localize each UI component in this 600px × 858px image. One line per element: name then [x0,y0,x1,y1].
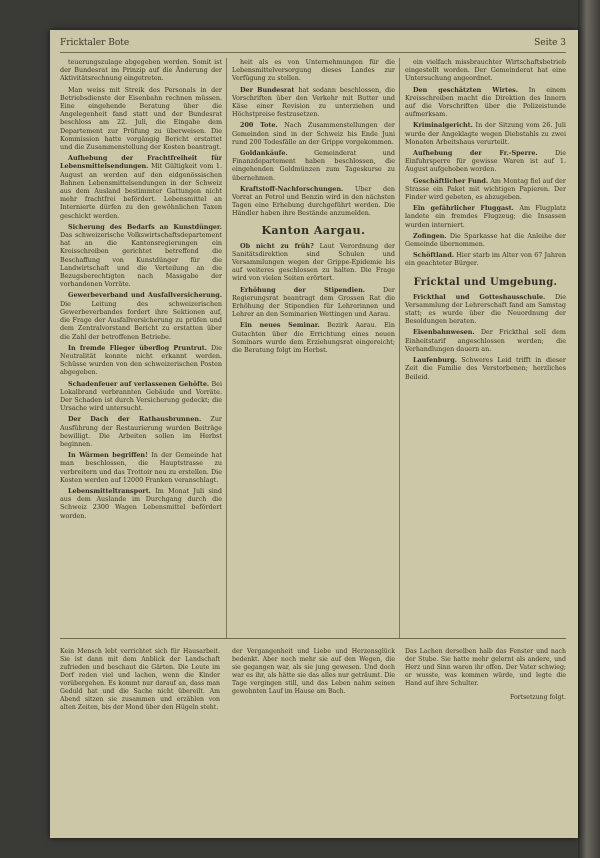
article-paragraph [232,58,395,83]
article-headline: Sicherung des Bedarfs an Kunstdünger. [68,222,222,231]
article-body: Laut Verordnung der Sanitätsdirektion sind Schulen und Versammlungen wegen der Grippe-Epidemie bis auf weiteres geschlossen zu halten. Die Frage wird von vielen Seiten erörtert. [232,241,395,283]
article-body: Die Einfuhrsperre für gewisse Waren ist auf 1. August aufgehoben worden. [405,149,566,174]
article-paragraph [232,86,395,119]
article-body: Nach Zusammenstellungen der Gemeinden sind in der Schweiz bis Ende Juni rund 200 Todesfälle an der Grippe vorgekommen. [232,121,395,146]
article-body: Der Regierungsrat beantragt dem Grossen Rat die Erhöhung der Stipendien für Lehrerinnen und Lehrer an den Seminarien Wettingen und Aarau. [232,285,395,319]
article-body: Uber den Vorrat an Petrol und Benzin wird in den nächsten Tagen eine Erhebung durchgeführt werden. Die Händler haben ihre Bestände anzumelden. [232,184,395,218]
article-headline: Aufhebung der Frachtfreiheit für Lebensmittelsendungen. [60,154,222,171]
article-body: Am Flugplatz landete ein fremdes Flugzeug; die Insassen wurden interniert. [405,204,566,229]
article-paragraph [60,291,222,340]
article-paragraph [60,344,222,377]
article-paragraph [405,251,566,267]
column-left [60,58,222,638]
article-body: Hier starb im Alter von 67 Jahren ein geachteter Bürger. [405,251,566,268]
article-headline: Ob nicht zu früh? [240,241,314,250]
article-body: ein vielfach missbrauchter Wirtschaftsbetrieb eingestellt worden. Der Gemeinderat hat eine Untersuchung angeordnet. [405,58,566,83]
article-headline: In Wärmen begriffen! [68,451,148,460]
article-headline: Goldankäufe. [240,149,288,158]
newspaper-page [50,30,578,838]
article-body: Die Leitung des schweizerischen Gewerbeverbandes fordert ihre Sektionen auf, die Frage der Ausfallversicherung zu prüfen und dem Zentralvorstand Bericht zu erstatten über die Zahl der betroffenen Betriebe. [60,299,222,341]
article-paragraph [232,286,395,319]
article-paragraph [405,58,566,83]
column-middle [232,58,395,638]
section-heading: Fricktal und Umgebung. [413,276,558,288]
feuilleton-rule [60,638,566,639]
article-body: Im Monat Juli sind aus dem Auslande im Durchgang durch die Schweiz 2300 Wagen Lebensmittel befördert worden. [60,486,222,520]
column-right [405,58,566,638]
article-paragraph [405,149,566,174]
article-body: hat sodann beschlossen, die Vorschriften über den Verkehr mit Butter und Käse einer Revision zu unterziehen und Höchstpreise festzusetzen. [232,85,395,119]
article-paragraph [60,223,222,289]
article-headline: Lebensmitteltransport. [68,486,151,495]
book-binding [578,0,600,858]
article-paragraph [405,86,566,119]
article-body: Der Frickthal soll dem Einheitstarif angeschlossen werden; die Verhandlungen dauern an. [405,328,566,353]
feuilleton-text: der Vergangenheit und Liebe und Herzensglück bedenkt. Aber noch mehr sie auf den Wegen, die sie gegangen war, als sie jung gewesen. Und doch war es ihr, als hätte sie das alles nur geträumt. Die Tage vergingen still, und das Leben nahm seinen gewohnten Lauf im Hause am Bach. [232,648,395,696]
feuilleton-middle [232,642,395,830]
article-paragraph [405,121,566,146]
article-body: In der Gemeinde hat man beschlossen, die Hauptstrasse zu verbreitern und das Trottoir neu zu erstellen. Die Kosten werden auf 12000 Franken veranschlagt. [60,451,222,484]
article-headline: In fremde Flieger überflog Pruntrut. [68,343,207,352]
article-body: Die Versammlung der Lehrerschaft fand am Samstag statt; es wurde über die Neuordnung der Besoldungen beraten. [405,292,566,326]
article-body: Gemeinderat und Finanzdepartement haben beschlossen, die eingehenden Goldmünzen zum Tageskurse zu übernehmen. [232,149,395,182]
article-body: Man weiss mit Streik des Personals in der Betriebsdienste der Eisenbahn rechnen müssen. Eine eingehende Beratung über die Angelegenheit fand statt und der Bundesrat beschloss am 22. Juli, die Eingabe dem Departement zur Prüfung zu überweisen. Die Kommission hatte vorgängig Bericht erstattet und die Zusammenstellung der Kosten beantragt. [60,85,222,152]
article-headline: Der Bundesrat [240,85,295,94]
feuilleton-text: Kein Mensch lebt verrichtet sich für Hausarbeit. Sie ist dann mit dem Anblick der Landschaft zufrieden und beschaut die Gärten. Die Leute im Dorf reden viel und lachen, wenn die Kinder vorübergehen. Es kommt nur darauf an, dass man Geduld hat und die Sache nicht übereilt. Am Abend sitzen sie zusammen und erzählen von alten Zeiten, bis der Mond über den Hügeln steht. [60,648,220,712]
section-heading: Kanton Aargau. [261,223,366,237]
article-paragraph [60,154,222,220]
article-headline: Kriminalgericht. [413,121,473,130]
article-body: Das schweizerische Volkswirtschaftsdepartement hat an die Kantonsregierungen ein Kreisschreiben gerichtet betreffend die Beschaffung von Kunstdünger für die Landwirtschaft und die Verteilung an die Bezugsberechtigten nach Massgabe der vorhandenen Vorräte. [60,231,222,289]
article-paragraph [60,380,222,413]
article-headline: Eisenbahnwesen. [413,328,475,337]
column-rule [399,58,400,638]
article-headline: Zofingen. [413,231,447,240]
feuilleton-left [60,642,220,830]
article-paragraph [60,451,222,484]
article-headline: Kraftstoff-Nachforschungen. [240,184,344,193]
article-paragraph [60,487,222,520]
article-paragraph [232,149,395,182]
article-paragraph [60,86,222,152]
page-header [60,34,566,53]
article-paragraph [405,232,566,248]
article-headline: Aufhebung der Fr.-Sperre. [413,149,538,158]
header-right: Seite 3 [534,38,566,48]
continuation-note: Fortsetzung folgt. [509,694,566,702]
column-rule [226,58,227,638]
article-body: Schweres Leid trifft in dieser Zeit die Familie des Verstorbenen; herzliches Beileid. [405,356,566,381]
article-paragraph [232,121,395,146]
article-paragraph [232,242,395,283]
article-paragraph [405,177,566,202]
article-body: Die Sparkasse hat die Anleihe der Gemeinde übernommen. [405,231,566,249]
article-headline: Ein gefährlicher Fluggast. [413,204,514,213]
article-headline: Geschäftlicher Fund. [413,176,489,185]
article-paragraph [405,293,566,326]
article-paragraph [232,185,395,218]
article-headline: Frickthal und Gotteshausschule. [413,292,546,301]
article-headline: Schöftland. [413,251,455,260]
article-paragraph [60,58,222,83]
article-headline: Der Dach der Rathausbrunnen. [68,415,202,424]
article-headline: Gewerbeverband und Ausfallversicherung. [68,291,222,300]
article-headline: Erhöhung der Stipendien. [240,285,365,294]
article-paragraph [405,204,566,229]
article-headline: Ein neues Seminar. [240,321,320,330]
feuilleton-right [405,642,566,830]
article-body: Mit Gültigkeit vom 1. August an werden auf den eidgenössischen Bahnen Lebensmittelsendungen in der Schweiz aus dem Ausland bestimmter Gattungen nicht mehr frachtfrei befördert. Lebensmittel an Internierte dürfen zu den gewöhnlichen Taxen geschickt werden. [60,162,222,220]
article-body: Die Neutralität konnte nicht erkannt werden. Schüsse wurden von den schweizerischen Posten abgegeben. [60,343,222,377]
article-headline: Laufenburg. [413,356,457,365]
article-body: Am Montag fiel auf der Strasse ein Paket mit wichtigen Papieren. Der Finder wird gebeten, es abzugeben. [405,176,566,202]
article-body: In der Sitzung vom 26. Juli wurde der Angeklagte wegen Diebstahls zu zwei Monaten Arbeitshaus verurteilt. [405,121,566,146]
article-headline: Schadenfeuer auf verlassenen Gehöfte. [68,379,210,388]
article-body: In einem Kreisschreiben macht die Direktion des Innern auf die Vorschriften über die Polizeistunde aufmerksam. [405,85,566,119]
article-headline: Den geschätzten Wirtes. [413,85,518,94]
feuilleton-text: Das Lachen derselben halb das Fenster und nach der Stube. Sie hatte mehr gelernt als andere, und Herz und Sinn waren ihr offen. Der Vater schwieg; er wusste, was kommen würde, und legte die Hand auf ihre Schulter. [405,648,566,688]
article-headline: 200 Tote. [240,121,278,130]
article-paragraph [60,415,222,448]
article-paragraph [232,321,395,354]
article-body: Bezirk Aarau. Ein Gutachten über die Errichtung eines neuen Seminars wurde dem Erziehungsrat eingereicht; die Beratung folgt im Herbst. [232,321,395,355]
header-left: Fricktaler Bote [60,38,130,48]
article-body: Zur Ausführung der Restaurierung wurden Beiträge bewilligt. Die Arbeiten sollen im Herbst beginnen. [60,415,222,448]
article-body: heit als es von Unternehmungen für die Lebensmittelversorgung dieses Landes zur Verfügung zu stellen. [232,58,395,83]
article-body: Bei Lokalbrand verbrannten Gebäude und Vorräte. Der Schaden ist durch Versicherung gedeckt; die Ursache wird untersucht. [60,379,222,413]
article-paragraph [405,328,566,353]
article-paragraph [405,356,566,381]
article-body: teuerungszulage abgegeben werden. Somit ist der Bundesrat im Prinzip auf die Änderung der Aktivitätsrechnung eingetreten. [60,58,222,83]
